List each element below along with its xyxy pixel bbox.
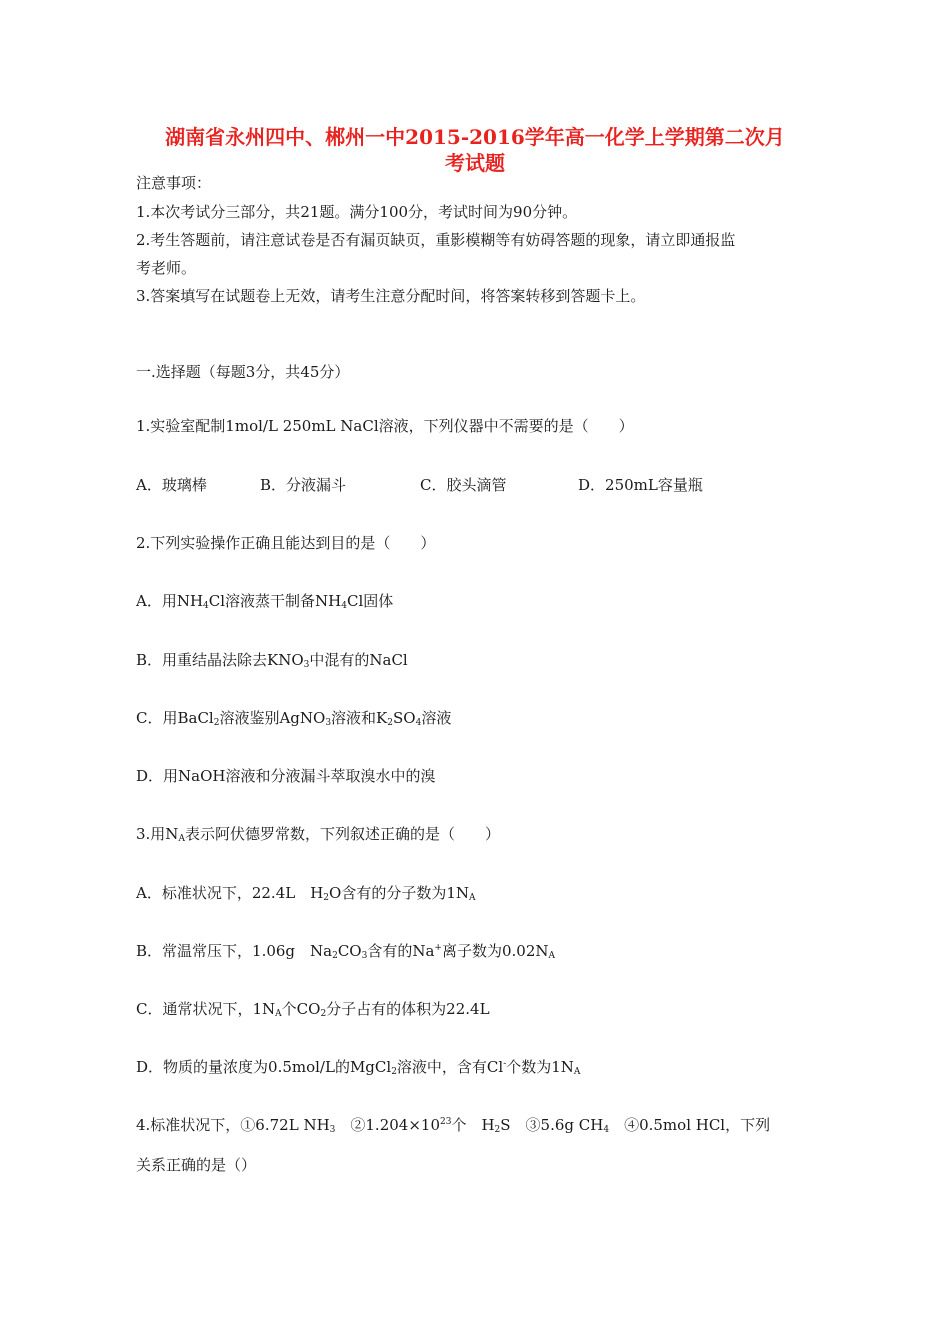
question-2-option-a: A．用$NH_4Cl$溶液蒸干制备$NH_4Cl$固体: [136, 592, 394, 611]
question-1-option-b: B．分液漏斗: [260, 476, 347, 494]
question-4-stem-line1: 4.标准状况下，①6.72L $NH_3$ $②1.204\times 10^{23}$个 $H_2S$ ③5.6g $CH_4$ ④0.5mol HCl，下列: [136, 1116, 771, 1135]
notice-item-2-line2: 考老师。: [136, 259, 197, 277]
notice-item-1: 1.本次考试分三部分，共21题。满分100分，考试时间为90分钟。: [136, 203, 578, 221]
question-3-stem: 3.用$N_A$表示阿伏德罗常数，下列叙述正确的是（ ）: [136, 825, 500, 844]
notice-item-2-line1: 2.考生答题前，请注意试卷是否有漏页缺页，重影模糊等有妨碍答题的现象，请立即通报监: [136, 231, 736, 249]
question-3-option-c: C．通常状况下，$1N_A$个$CO_2$分子占有的体积为22.4L: [136, 1000, 490, 1019]
question-1-option-d: D．250mL容量瓶: [578, 476, 703, 494]
question-1-option-a: A．玻璃棒: [136, 476, 207, 494]
notice-item-3: 3.答案填写在试题卷上无效，请考生注意分配时间，将答案转移到答题卡上。: [136, 287, 646, 305]
question-1-option-c: C．胶头滴管: [420, 476, 507, 494]
document-title-line2: 考试题: [445, 151, 505, 175]
question-2-option-c: C．用BaCl$_2$溶液鉴别AgNO$_3$溶液和$K_2SO_4$溶液: [136, 709, 452, 728]
question-3-option-a: A．标准状况下，22.4L $H_2O$含有的分子数为$1N_A$: [136, 884, 476, 903]
question-3-option-b: B．常温常压下，1.06g $Na_2CO_3$含有的Na+离子数为$0.02N_A$: [136, 942, 555, 961]
section-heading-choice: 一.选择题（每题3分，共45分）: [136, 363, 350, 381]
question-1-stem: 1.实验室配制1mol/L 250mL NaCl溶液，下列仪器中不需要的是（ ）: [136, 417, 634, 435]
document-title-line1: 湖南省永州四中、郴州一中2015-2016学年高一化学上学期第二次月: [165, 125, 785, 149]
question-2-option-d: D．用NaOH溶液和分液漏斗萃取溴水中的溴: [136, 767, 436, 785]
question-3-option-d: D．物质的量浓度为0.5mol/L的MgCl$_2$溶液中，含有Cl-个数为$1N_A$: [136, 1058, 581, 1077]
question-2-option-b: B．用重结晶法除去$KNO_3$中混有的NaCl: [136, 651, 408, 670]
question-4-stem-line2: 关系正确的是（）: [136, 1156, 257, 1174]
notice-heading: 注意事项：: [136, 174, 212, 192]
question-2-stem: 2.下列实验操作正确且能达到目的是（ ）: [136, 534, 436, 552]
